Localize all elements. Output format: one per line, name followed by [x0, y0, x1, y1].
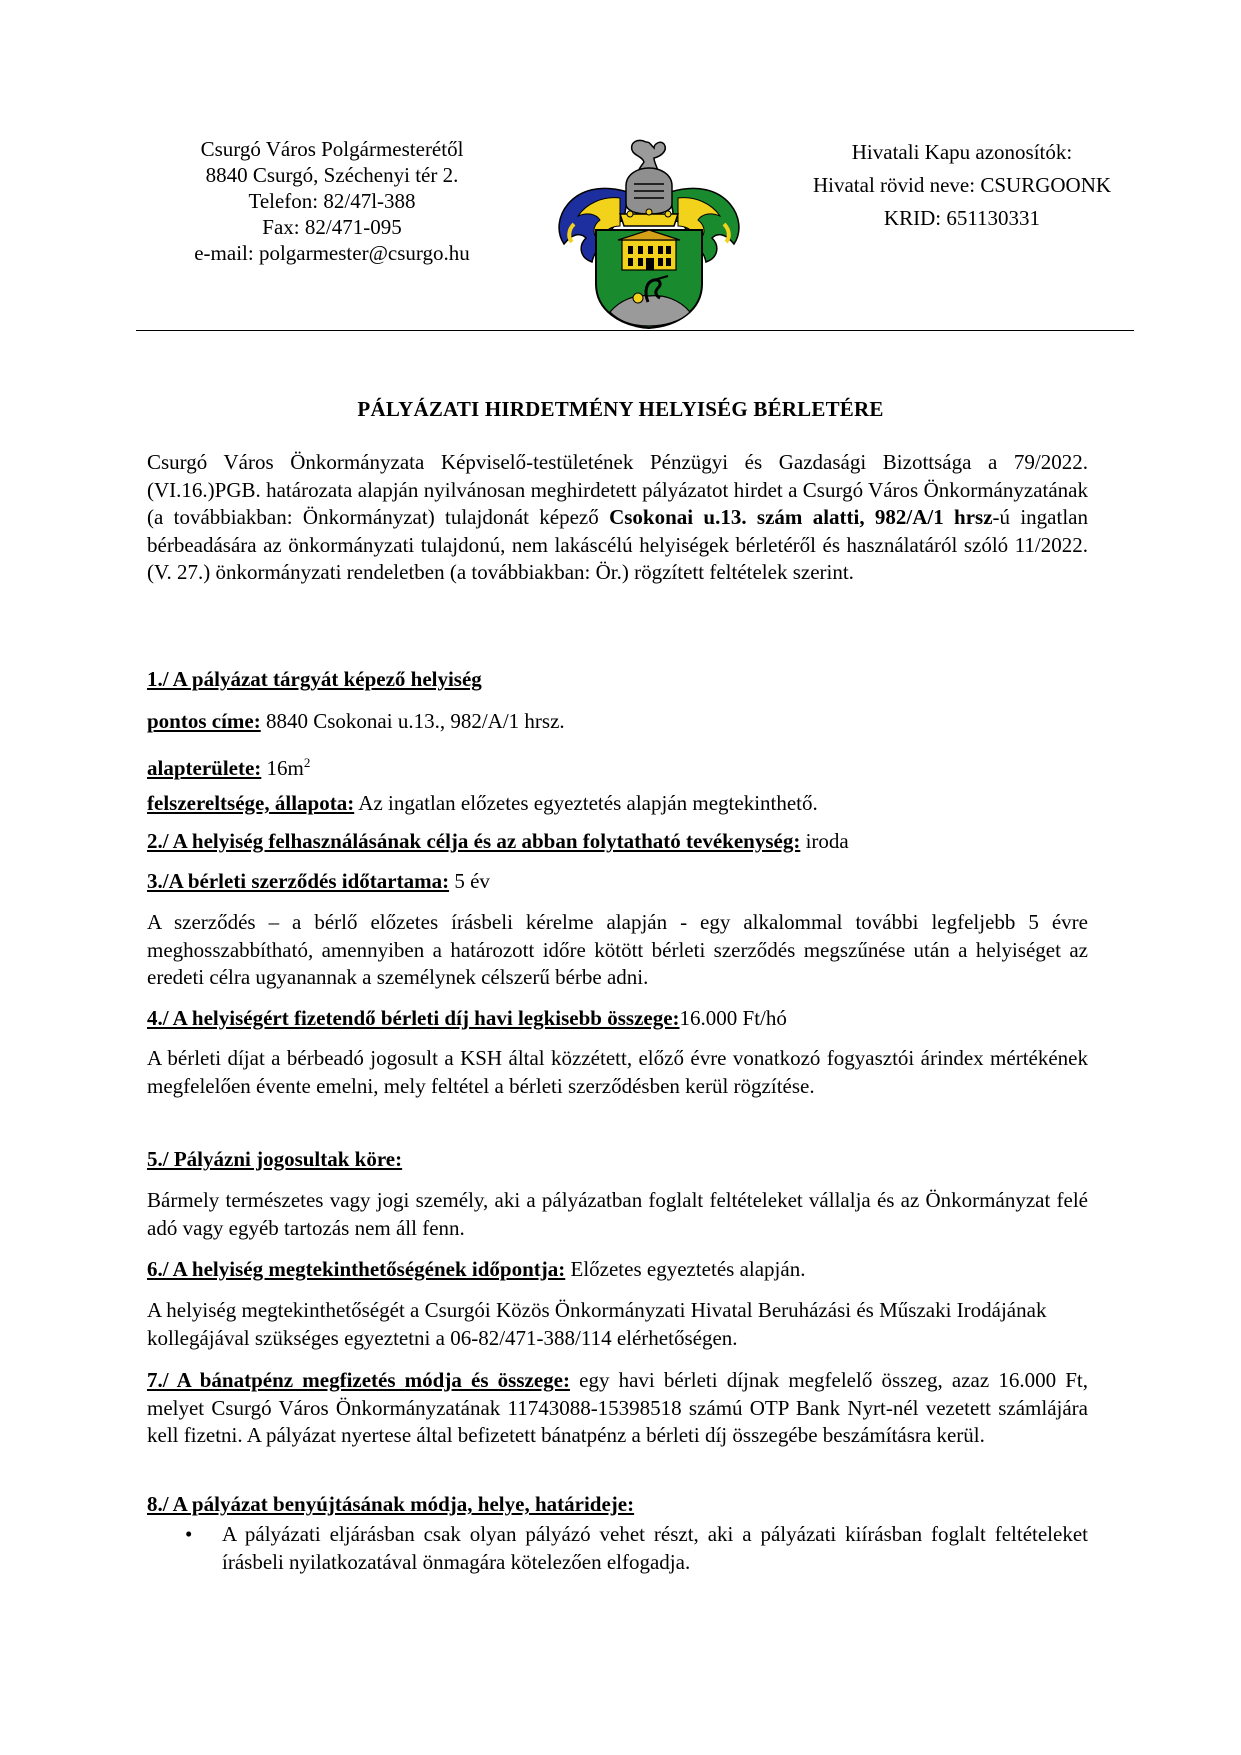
section-3-text: A szerződés – a bérlő előzetes írásbeli kérelme alapján - egy alkalommal további legfeljebb 5 évre meghosszabbítható, amennyiben a határozott időre kötött bérleti szerződés megszűnése után a helyiséget az eredeti célra ugyanannak a személynek célszerű bérbe adni.	[147, 910, 1088, 989]
list-item	[147, 1521, 1088, 1576]
section-3-heading: 3./A bérleti szerződés időtartama:	[147, 869, 450, 893]
section-7	[147, 1367, 1088, 1450]
sender-email: e-mail: polgarmester@csurgo.hu	[194, 241, 470, 265]
document-title: PÁLYÁZATI HIRDETMÉNY HELYISÉG BÉRLETÉRE	[357, 397, 884, 421]
gateway-heading: Hivatali Kapu azonosítók:	[851, 140, 1073, 164]
section-7-text: egy havi bérleti díjnak megfelelő összeg, azaz 16.000 Ft, melyet Csurgó Város Önkormányzatának 11743088-15398518 számú OTP Bank Nyrt-nél vezetett számlájára kell fizetni. A pályázat nyertese által befizetett bánatpénz a bérleti díj összegébe beszámításra kerül.	[147, 1368, 1088, 1447]
section-6-heading-row	[147, 1256, 1088, 1284]
condition-value: Az ingatlan előzetes egyeztetés alapján megtekinthető.	[354, 791, 818, 815]
section-3-heading-row	[147, 868, 1088, 896]
office-gateway-block	[782, 136, 1142, 235]
office-short-name: Hivatal rövid neve: CSURGOONK	[812, 173, 1112, 197]
section-5-text: Bármely természetes vagy jogi személy, aki a pályázatban foglalt feltételeket vállalja és az Önkormányzat felé adó vagy egyéb tartozás nem áll fenn.	[147, 1188, 1088, 1240]
area-label: alapterülete:	[147, 756, 262, 780]
coat-of-arms-icon	[550, 134, 748, 330]
section-4-text: A bérleti díjat a bérbeadó jogosult a KSH által közzétett, előző évre vonatkozó fogyasztói árindex mértékének megfelelően évente emelni, mely feltétel a bérleti szerződésben kerül rögzítése.	[147, 1046, 1088, 1098]
section-6-text: A helyiség megtekinthetőségét a Csurgói Közös Önkormányzati Hivatal Beruházási és Műszaki Irodájának kollegájával szükséges egyeztetni a 06-82/471-388/114 elérhetőségen.	[147, 1298, 1047, 1350]
section-2-heading: 2./ A helyiség felhasználásának célja és az abban folytatható tevékenység:	[147, 829, 801, 853]
bullet-icon: •	[185, 1522, 193, 1546]
area-unit-exponent: 2	[303, 755, 311, 770]
property-address-row	[147, 708, 1088, 736]
sender-fax: Fax: 82/471-095	[262, 215, 402, 239]
krid-number: KRID: 651130331	[883, 206, 1041, 230]
property-area-row	[147, 749, 1088, 783]
property-reference: Csokonai u.13. szám alatti, 982/A/1 hrsz	[609, 505, 993, 529]
sender-name: Csurgó Város Polgármesterétől	[200, 137, 464, 161]
sender-address-block	[146, 136, 518, 266]
section-1-heading: 1./ A pályázat tárgyát képező helyiség	[147, 667, 482, 691]
bullet-text: A pályázati eljárásban csak olyan pályázó vehet részt, aki a pályázati kiírásban foglalt feltételeket írásbeli nyilatkozatával önmagára kötelezően elfogadja.	[222, 1522, 1088, 1574]
header-divider	[136, 330, 1134, 331]
section-6-heading: 6./ A helyiség megtekinthetőségének időpontja:	[147, 1257, 566, 1281]
condition-label: felszereltsége, állapota:	[147, 791, 355, 815]
section-2	[147, 828, 1088, 856]
area-value: 16m	[261, 756, 304, 780]
sender-phone: Telefon: 82/47l-388	[248, 189, 416, 213]
intro-text-1: Csurgó Város Önkormányzata Képviselő-testületének Pénzügyi és Gazdasági Bizottsága a 79/2022. (VI.16.)PGB. határozata alapján nyilvánosan meghirdetett pályázatot hirdet a Csurgó Város Önkormányzatának (a továbbiakban: Önkormányzat) tulajdonát képező	[147, 450, 1088, 529]
section-7-heading: 7./ A bánatpénz megfizetés módja és összege:	[147, 1368, 570, 1392]
intro-text-2: -ú ingatlan bérbeadására az önkormányzati tulajdonú, nem lakáscélú helyiségek bérletéről és használatáról szóló 11/2022. (V. 27.) önkormányzati rendeletben (a továbbiakban: Ör.) rögzített feltételek szerint.	[147, 505, 1088, 584]
intro-paragraph	[147, 449, 1088, 587]
address-label: pontos címe:	[147, 709, 261, 733]
section-5-heading: 5./ Pályázni jogosultak köre:	[147, 1147, 403, 1171]
section-3-value: 5 év	[449, 869, 490, 893]
letterhead	[146, 136, 1142, 336]
section-4-value: 16.000 Ft/hó	[679, 1006, 787, 1030]
section-2-value: iroda	[800, 829, 849, 853]
address-value: 8840 Csokonai u.13., 982/A/1 hrsz.	[260, 709, 565, 733]
section-8-bullet-list	[147, 1521, 1088, 1576]
section-4-heading: 4./ A helyiségért fizetendő bérleti díj havi legkisebb összege:	[147, 1006, 680, 1030]
section-4-heading-row	[147, 1005, 1088, 1033]
sender-address: 8840 Csurgó, Széchenyi tér 2.	[205, 163, 459, 187]
property-condition-row	[147, 790, 1088, 818]
section-8-heading: 8./ A pályázat benyújtásának módja, helye, határideje:	[147, 1492, 635, 1516]
section-6-value: Előzetes egyeztetés alapján.	[565, 1257, 806, 1281]
